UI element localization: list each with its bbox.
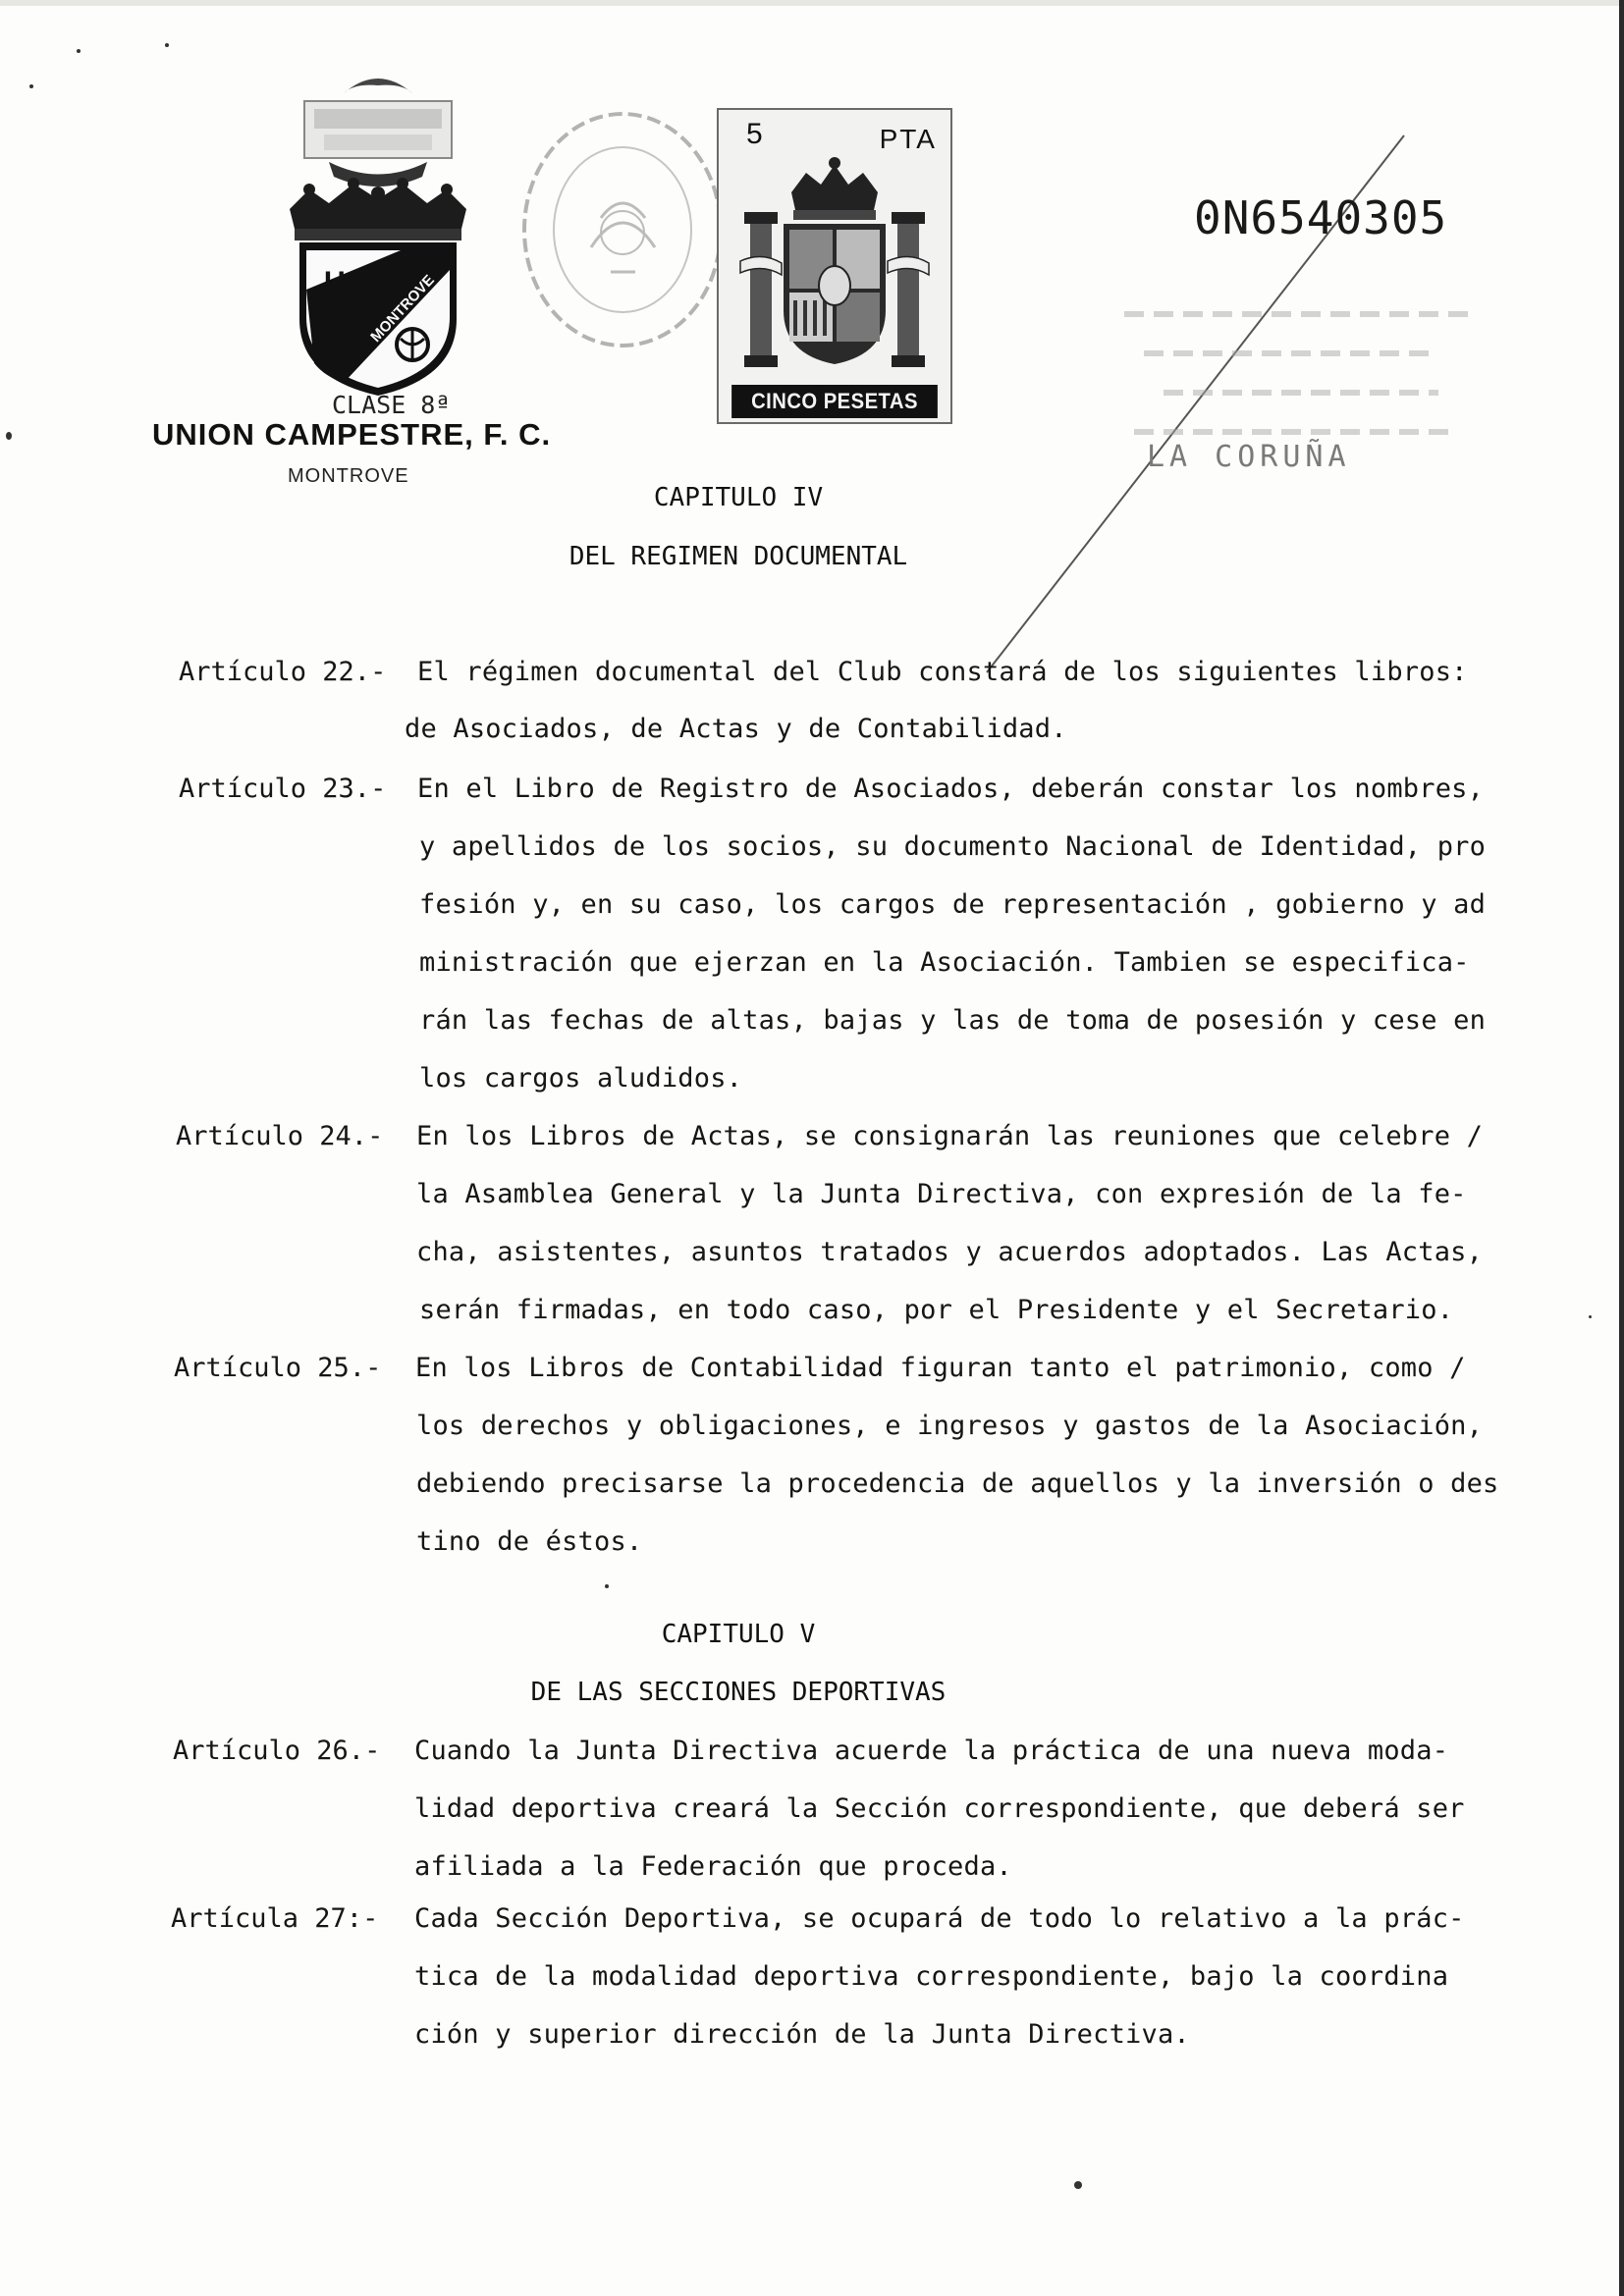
chapter-iv-subtitle: DEL REGIMEN DOCUMENTAL <box>568 542 908 571</box>
article-line: los derechos y obligaciones, e ingresos y gastos de la Asociación, <box>416 1411 1484 1441</box>
article-label: Artícula 27:- <box>171 1903 379 1934</box>
article-line: Cuando la Junta Directiva acuerde la práctica de una nueva moda- <box>414 1735 1449 1766</box>
page-top-edge <box>0 0 1624 6</box>
svg-text:UC: UC <box>324 266 367 298</box>
scan-speck <box>6 432 12 440</box>
article-line: y apellidos de los socios, su documento Nacional de Identidad, pro <box>419 831 1487 862</box>
scan-speck <box>77 49 81 53</box>
coat-of-arms-icon <box>732 153 937 375</box>
scan-speck <box>1074 2181 1082 2189</box>
article-line: En los Libros de Contabilidad figuran tanto el patrimonio, como / <box>415 1353 1466 1383</box>
article-line: fesión y, en su caso, los cargos de representación , gobierno y ad <box>419 889 1487 920</box>
article-line: rán las fechas de altas, bajas y las de toma de posesión y cese en <box>419 1005 1487 1036</box>
article-line: debiendo precisarse la procedencia de aquellos y la inversión o des <box>416 1468 1499 1499</box>
article-line: ministración que ejerzan en la Asociación. Tambien se especifica- <box>419 947 1470 978</box>
article-line: Cada Sección Deportiva, se ocupará de todo lo relativo a la prác- <box>414 1903 1465 1934</box>
scan-speck <box>605 1584 609 1588</box>
article-line: afiliada a la Federación que proceda. <box>414 1851 1012 1882</box>
stamp-currency: PTA <box>879 124 937 154</box>
article-line: ción y superior dirección de la Junta Directiva. <box>414 2019 1190 2050</box>
article-line: cha, asistentes, asuntos tratados y acuerdos adoptados. Las Actas, <box>416 1237 1484 1267</box>
article-line: El régimen documental del Club constará de los siguientes libros: <box>417 657 1468 687</box>
article-line: tica de la modalidad deportiva correspondiente, bajo la coordina <box>414 1961 1449 1992</box>
article-label: Artículo 25.- <box>174 1353 382 1383</box>
article-label: Artículo 26.- <box>173 1735 381 1766</box>
circular-rubber-stamp <box>513 100 733 360</box>
article-line: lidad deportiva creará la Sección correspondiente, que deberá ser <box>414 1793 1465 1824</box>
article-label: Artículo 23.- <box>179 774 387 804</box>
article-line: serán firmadas, en todo caso, por el Presidente y el Secretario. <box>419 1295 1454 1325</box>
chapter-iv-title: CAPITULO IV <box>653 483 824 512</box>
chapter-v-subtitle: DE LAS SECCIONES DEPORTIVAS <box>530 1678 947 1707</box>
article-label: Artículo 24.- <box>176 1121 384 1151</box>
office-stamp-text: LA CORUÑA <box>1147 440 1351 474</box>
scan-speck <box>165 43 169 47</box>
serial-number: 0N6540305 <box>1194 191 1448 244</box>
scan-speck <box>29 84 33 88</box>
article-label: Artículo 22.- <box>179 657 387 687</box>
club-crest-logo <box>285 64 471 398</box>
club-location: MONTROVE <box>288 465 409 487</box>
article-line: En los Libros de Actas, se consignarán las reuniones que celebre / <box>416 1121 1484 1151</box>
article-line: los cargos aludidos. <box>419 1063 743 1094</box>
article-line: En el Libro de Registro de Asociados, deberán constar los nombres, <box>417 774 1485 804</box>
crest-band-text: MONTROVE <box>367 271 438 346</box>
scan-speck <box>1589 1315 1592 1318</box>
article-line: de Asociados, de Actas y de Contabilidad. <box>405 714 1067 744</box>
article-line: la Asamblea General y la Junta Directiva, con expresión de la fe- <box>416 1179 1467 1209</box>
stamp-value: 5 <box>746 118 763 150</box>
fiscal-revenue-stamp <box>717 108 952 424</box>
stamp-value-label: CINCO PESETAS <box>731 385 938 418</box>
page-right-edge <box>1619 0 1624 2296</box>
article-line: tino de éstos. <box>416 1526 643 1557</box>
club-name: UNION CAMPESTRE, F. C. <box>152 417 552 452</box>
chapter-v-title: CAPITULO V <box>661 1620 816 1649</box>
stamp-class-label: CLASE 8ª <box>332 391 451 419</box>
